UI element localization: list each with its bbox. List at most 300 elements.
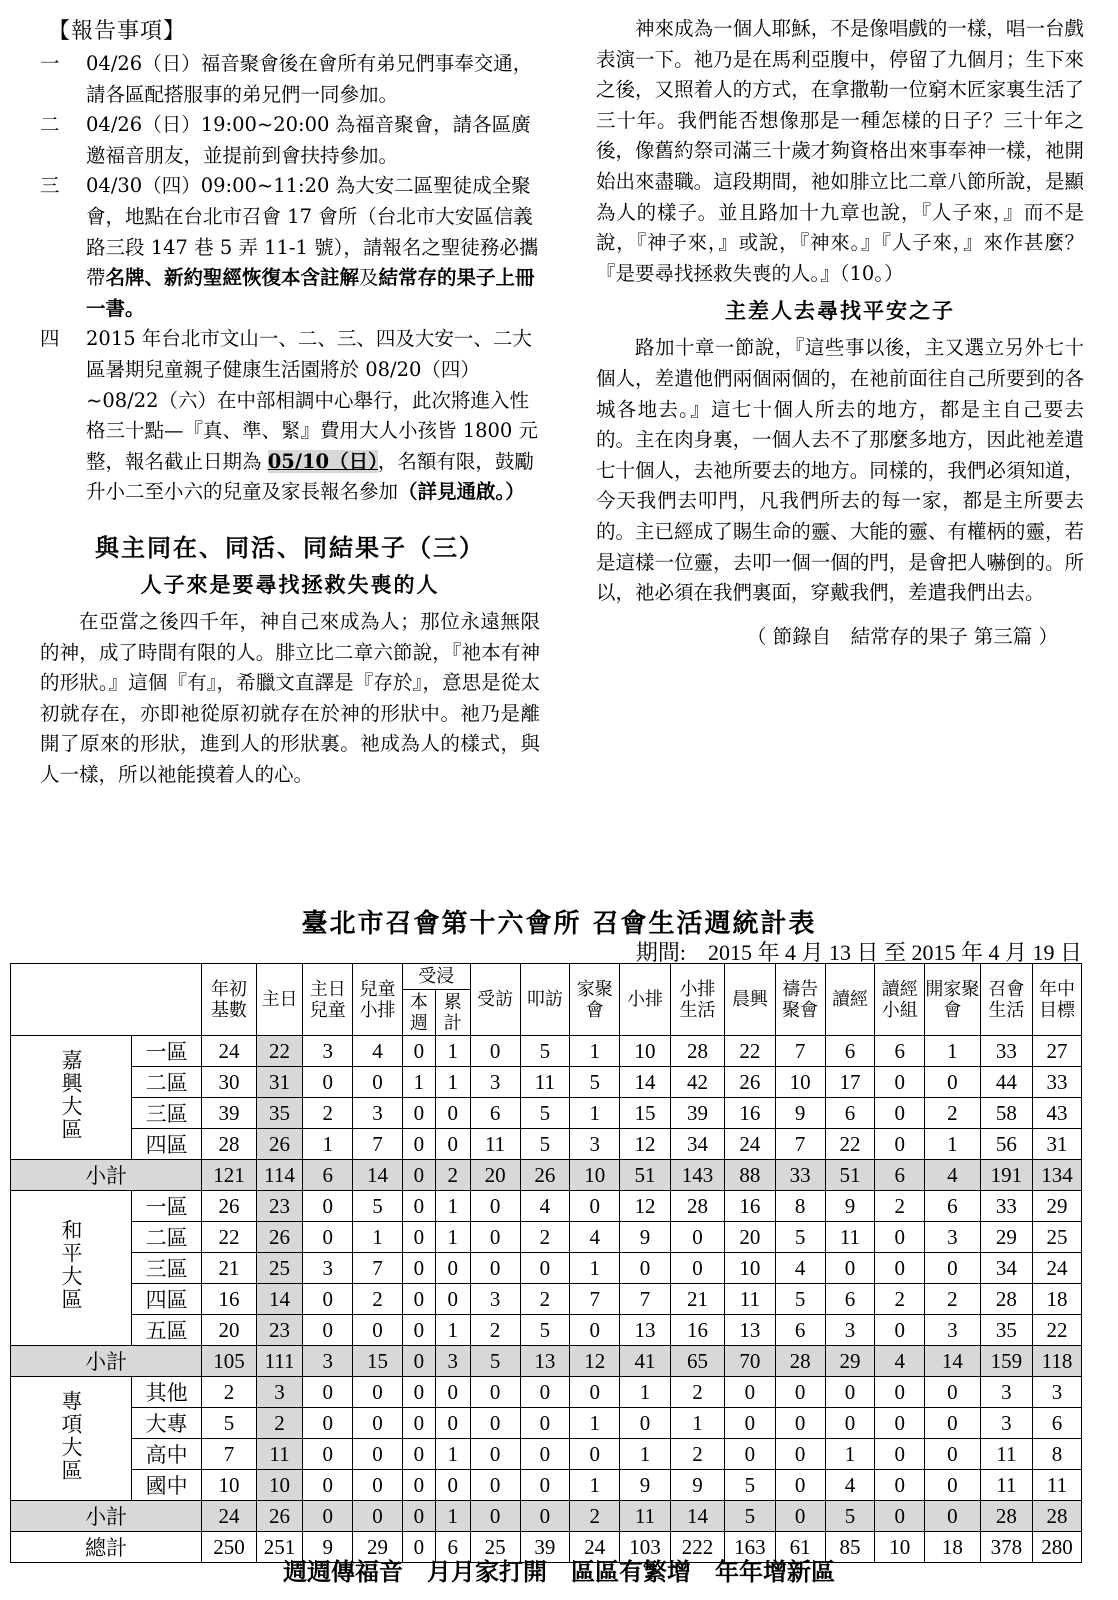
header-cell: 年初基數 (202, 964, 256, 1036)
stat-cell: 24 (725, 1129, 776, 1160)
stat-cell: 0 (925, 1253, 980, 1284)
stat-cell: 0 (435, 1408, 470, 1439)
stat-cell: 191 (980, 1160, 1032, 1191)
header-cell: 晨興 (725, 964, 776, 1036)
stat-cell: 0 (303, 1284, 353, 1315)
stat-cell: 1 (435, 1315, 470, 1346)
stat-cell: 0 (303, 1408, 353, 1439)
announcement-text (86, 171, 540, 324)
stat-cell: 0 (303, 1067, 353, 1098)
stat-cell: 0 (775, 1439, 825, 1470)
stat-cell: 2 (353, 1284, 403, 1315)
stat-cell: 4 (925, 1160, 980, 1191)
stat-cell: 2 (570, 1501, 620, 1532)
stat-cell: 0 (875, 1315, 925, 1346)
stat-cell: 105 (202, 1346, 256, 1377)
stat-cell: 5 (353, 1191, 403, 1222)
stat-cell: 26 (256, 1501, 303, 1532)
stat-cell: 6 (1033, 1408, 1082, 1439)
stat-cell: 6 (825, 1098, 875, 1129)
stat-cell: 114 (256, 1160, 303, 1191)
row-label: 小計 (11, 1346, 202, 1377)
stat-cell: 0 (570, 1315, 620, 1346)
header-cell: 開家聚會 (925, 964, 980, 1036)
stat-cell: 33 (980, 1191, 1032, 1222)
announcement-text-part: 04/30（四）09:00~11:20 為大安二區聖徒成全聚會，地點在台北市召會 17 會所（台北市大安區信義路三段 147 巷 5 弄 11-1 號），請報名之聖徒務必攜帶 (86, 174, 539, 290)
stat-cell: 8 (775, 1191, 825, 1222)
announcement-text: 04/26（日）19:00~20:00 為福音聚會，請各區廣邀福音朋友，並提前到會扶持參加。 (86, 113, 531, 167)
stat-cell: 35 (256, 1098, 303, 1129)
stat-cell: 0 (402, 1501, 435, 1532)
stat-cell: 8 (1033, 1439, 1082, 1470)
table-row (11, 1470, 1082, 1501)
table-row (11, 1036, 1082, 1067)
stat-cell: 22 (725, 1036, 776, 1067)
stat-cell: 85 (825, 1532, 875, 1563)
stat-cell: 0 (470, 1036, 520, 1067)
stat-cell: 1 (670, 1408, 724, 1439)
stat-cell: 2 (925, 1098, 980, 1129)
stat-cell: 29 (980, 1222, 1032, 1253)
stat-cell: 20 (725, 1222, 776, 1253)
stat-cell: 11 (470, 1129, 520, 1160)
stat-cell: 222 (670, 1532, 724, 1563)
stat-cell: 163 (725, 1532, 776, 1563)
stat-cell: 0 (520, 1408, 570, 1439)
stats-table (10, 963, 1082, 1563)
stat-cell: 28 (670, 1191, 724, 1222)
stat-cell: 1 (435, 1439, 470, 1470)
stat-cell: 5 (825, 1501, 875, 1532)
stat-cell: 1 (435, 1036, 470, 1067)
stat-cell: 22 (256, 1036, 303, 1067)
stat-cell: 24 (202, 1501, 256, 1532)
stat-cell: 0 (353, 1067, 403, 1098)
stat-cell: 13 (620, 1315, 671, 1346)
stat-cell: 15 (620, 1098, 671, 1129)
stat-cell: 0 (875, 1408, 925, 1439)
stat-cell: 2 (670, 1439, 724, 1470)
stat-cell: 2 (303, 1098, 353, 1129)
stat-cell: 22 (202, 1222, 256, 1253)
table-row (11, 1098, 1082, 1129)
stat-cell: 250 (202, 1532, 256, 1563)
stat-cell: 0 (775, 1470, 825, 1501)
stat-cell: 0 (353, 1439, 403, 1470)
stat-cell: 0 (303, 1501, 353, 1532)
stat-cell: 11 (825, 1222, 875, 1253)
stat-cell: 11 (1033, 1470, 1082, 1501)
stat-cell: 1 (435, 1501, 470, 1532)
row-label: 小計 (11, 1160, 202, 1191)
stat-cell: 28 (775, 1346, 825, 1377)
stat-cell: 13 (725, 1315, 776, 1346)
stat-cell: 3 (303, 1036, 353, 1067)
stat-cell: 0 (925, 1470, 980, 1501)
table-row (11, 1439, 1082, 1470)
stat-cell: 11 (520, 1067, 570, 1098)
stat-cell: 10 (725, 1253, 776, 1284)
stat-cell: 0 (520, 1377, 570, 1408)
stat-cell: 0 (402, 1253, 435, 1284)
stat-cell: 0 (875, 1067, 925, 1098)
stat-cell: 0 (825, 1377, 875, 1408)
stat-cell: 7 (353, 1253, 403, 1284)
stat-cell: 10 (202, 1470, 256, 1501)
stat-cell: 6 (435, 1532, 470, 1563)
stats-title: 臺北市召會第十六會所 召會生活週統計表 (301, 909, 817, 939)
stat-cell: 4 (520, 1191, 570, 1222)
stat-cell: 14 (353, 1160, 403, 1191)
stat-cell: 0 (402, 1129, 435, 1160)
stat-cell: 0 (725, 1439, 776, 1470)
stat-cell: 0 (402, 1284, 435, 1315)
stat-cell: 0 (402, 1160, 435, 1191)
stat-cell: 6 (303, 1160, 353, 1191)
stat-cell: 56 (980, 1129, 1032, 1160)
stat-cell: 11 (980, 1470, 1032, 1501)
stat-cell: 22 (1033, 1315, 1082, 1346)
stat-cell: 5 (775, 1284, 825, 1315)
stat-cell: 0 (435, 1377, 470, 1408)
announcement-number: 四 (40, 327, 60, 351)
stat-cell: 0 (520, 1439, 570, 1470)
stat-cell: 0 (875, 1098, 925, 1129)
header-cell: 主日 (256, 964, 303, 1036)
article-source: （ 節錄自 結常存的果子 第三篇 ） (746, 624, 1058, 648)
header-row (11, 964, 1082, 990)
stat-cell: 0 (435, 1470, 470, 1501)
stat-cell: 25 (470, 1532, 520, 1563)
stat-cell: 3 (570, 1129, 620, 1160)
stat-cell: 41 (620, 1346, 671, 1377)
table-row (11, 1253, 1082, 1284)
stat-cell: 0 (470, 1191, 520, 1222)
header-cell: 本週 (402, 990, 435, 1036)
stat-cell: 28 (670, 1036, 724, 1067)
stat-cell: 4 (875, 1346, 925, 1377)
row-label: 五區 (132, 1315, 202, 1346)
table-row (11, 1129, 1082, 1160)
stat-cell: 0 (435, 1129, 470, 1160)
stat-cell: 0 (402, 1191, 435, 1222)
stat-cell: 1 (570, 1408, 620, 1439)
stats-body (11, 1036, 1082, 1563)
stat-cell: 280 (1033, 1532, 1082, 1563)
stat-cell: 0 (470, 1501, 520, 1532)
header-cell: 累計 (435, 990, 470, 1036)
stat-cell: 9 (670, 1470, 724, 1501)
stat-cell: 0 (620, 1408, 671, 1439)
stat-cell: 88 (725, 1160, 776, 1191)
announcement-item (40, 110, 540, 171)
stat-cell: 3 (1033, 1377, 1082, 1408)
stat-cell: 39 (670, 1098, 724, 1129)
stat-cell: 0 (470, 1222, 520, 1253)
row-label: 四區 (132, 1129, 202, 1160)
stat-cell: 3 (256, 1377, 303, 1408)
stat-cell: 3 (470, 1284, 520, 1315)
stat-cell: 10 (570, 1160, 620, 1191)
stat-cell: 0 (520, 1470, 570, 1501)
stat-cell: 61 (775, 1532, 825, 1563)
stat-cell: 29 (353, 1532, 403, 1563)
table-row (11, 1315, 1082, 1346)
article-paragraph: 在亞當之後四千年，神自己來成為人；那位永遠無限的神，成了時間有限的人。腓立比二章六節說，『祂本有神的形狀。』這個『有』，希臘文直譯是『存於』，意思是從太初就存在，亦即祂從原初就存在於神的形狀中。祂乃是離開了原來的形狀，進到人的形狀裏。祂成為人的樣式，與人一樣，所以祂能摸着人的心。 (40, 609, 540, 786)
stat-cell: 7 (202, 1439, 256, 1470)
stat-cell: 103 (620, 1532, 671, 1563)
stat-cell: 25 (256, 1253, 303, 1284)
stat-cell: 4 (570, 1222, 620, 1253)
stat-cell: 0 (470, 1253, 520, 1284)
stat-cell: 0 (875, 1439, 925, 1470)
stat-cell: 5 (725, 1470, 776, 1501)
stat-cell: 0 (925, 1067, 980, 1098)
row-label: 小計 (11, 1501, 202, 1532)
stat-cell: 134 (1033, 1160, 1082, 1191)
stat-cell: 0 (725, 1408, 776, 1439)
stat-cell: 0 (875, 1253, 925, 1284)
subtotal-row (11, 1501, 1082, 1532)
stat-cell: 5 (470, 1346, 520, 1377)
stat-cell: 0 (402, 1346, 435, 1377)
stat-cell: 3 (435, 1346, 470, 1377)
stat-cell: 12 (620, 1129, 671, 1160)
row-label: 高中 (132, 1439, 202, 1470)
announcement-number: 三 (40, 174, 60, 198)
announcement-item (40, 49, 540, 110)
stat-cell: 378 (980, 1532, 1032, 1563)
header-cell: 召會生活 (980, 964, 1032, 1036)
row-label: 國中 (132, 1470, 202, 1501)
stat-cell: 33 (980, 1036, 1032, 1067)
header-cell: 受浸 (402, 964, 470, 990)
stat-cell: 0 (303, 1439, 353, 1470)
stat-cell: 22 (825, 1129, 875, 1160)
announcement-emphasis: 名牌、新約聖經恢復本含註解 (105, 266, 360, 290)
stat-cell: 24 (1033, 1253, 1082, 1284)
row-label: 一區 (132, 1191, 202, 1222)
header-cell: 受訪 (470, 964, 520, 1036)
stat-cell: 0 (775, 1377, 825, 1408)
row-label: 大專 (132, 1408, 202, 1439)
stat-cell: 12 (570, 1346, 620, 1377)
stat-cell: 0 (670, 1253, 724, 1284)
stat-cell: 26 (256, 1129, 303, 1160)
stat-cell: 1 (825, 1439, 875, 1470)
stat-cell: 24 (202, 1036, 256, 1067)
stat-cell: 0 (353, 1408, 403, 1439)
motto: 週週傳福音 月月家打開 區區有繁增 年年增新區 (283, 1557, 835, 1586)
stat-cell: 9 (825, 1191, 875, 1222)
stat-cell: 0 (620, 1253, 671, 1284)
announcement-item (40, 171, 540, 324)
stat-cell: 0 (570, 1377, 620, 1408)
announcement-number: 二 (40, 113, 60, 137)
district-name: 和平大區 (59, 1219, 83, 1311)
stat-cell: 1 (570, 1470, 620, 1501)
stat-cell: 7 (775, 1129, 825, 1160)
announcement-emphasis: （詳見通啟。） (398, 480, 525, 504)
stat-cell: 39 (202, 1098, 256, 1129)
stat-cell: 0 (825, 1408, 875, 1439)
header-cell: 主日兒童 (303, 964, 353, 1036)
header-cell: 叩訪 (520, 964, 570, 1036)
stat-cell: 0 (925, 1501, 980, 1532)
stat-cell: 2 (925, 1284, 980, 1315)
subtotal-row (11, 1346, 1082, 1377)
stat-cell: 10 (256, 1470, 303, 1501)
stat-cell: 21 (670, 1284, 724, 1315)
stat-cell: 0 (303, 1191, 353, 1222)
row-label: 四區 (132, 1284, 202, 1315)
announcement-text-part: ，名額有限，鼓勵升小二至小六的兒童及家長報名參加 (86, 449, 534, 504)
stat-cell: 27 (1033, 1036, 1082, 1067)
stat-cell: 0 (470, 1470, 520, 1501)
stat-cell: 31 (256, 1067, 303, 1098)
article-subtitle-2: 主差人去尋找平安之子 (725, 298, 955, 324)
header-cell: 讀經小組 (875, 964, 925, 1036)
stat-cell: 2 (670, 1377, 724, 1408)
announcement-number: 一 (40, 52, 60, 75)
stat-cell: 0 (402, 1470, 435, 1501)
stat-cell: 3 (303, 1253, 353, 1284)
stat-cell: 2 (202, 1377, 256, 1408)
left-column (40, 14, 540, 790)
row-label: 三區 (132, 1098, 202, 1129)
stat-cell: 0 (402, 1315, 435, 1346)
article-paragraph: 路加十章一節說，『這些事以後，主又選立另外七十個人，差遣他們兩個兩個的，在祂前面往自己所要到的各城各地去。』這七十個人所去的地方，都是主自己要去的。主在肉身裏，一個人去不了那麼多地方，因此祂差遣七十個人，去祂所要去的地方。同樣的，我們必須知道，今天我們去叩門，凡我們所去的每一家，都是主所要去的。主已經成了賜生命的靈、大能的靈、有權柄的靈，若是這樣一位靈，去叩一個一個的門，是會把人嚇倒的。所以，祂必須在我們裏面，穿戴我們，差遣我們出去。 (596, 336, 1084, 605)
stat-cell: 0 (402, 1408, 435, 1439)
stat-cell: 5 (725, 1501, 776, 1532)
stat-cell: 1 (570, 1098, 620, 1129)
stat-cell: 23 (256, 1315, 303, 1346)
stat-cell: 16 (725, 1098, 776, 1129)
stat-cell: 0 (670, 1222, 724, 1253)
stat-cell: 30 (202, 1067, 256, 1098)
stat-cell: 0 (925, 1408, 980, 1439)
article-title: 與主同在、同活、同結果子（三） (95, 532, 485, 562)
stat-cell: 16 (202, 1284, 256, 1315)
stat-cell: 26 (202, 1191, 256, 1222)
stat-cell: 0 (925, 1377, 980, 1408)
district-name: 專項大區 (59, 1389, 83, 1482)
stat-cell: 25 (1033, 1222, 1082, 1253)
stat-cell: 3 (980, 1377, 1032, 1408)
stat-cell: 5 (520, 1036, 570, 1067)
stat-cell: 0 (925, 1439, 980, 1470)
stat-cell: 11 (980, 1439, 1032, 1470)
stat-cell: 143 (670, 1160, 724, 1191)
stat-cell: 6 (825, 1036, 875, 1067)
stat-cell: 44 (980, 1067, 1032, 1098)
stat-cell: 28 (202, 1129, 256, 1160)
stat-cell: 2 (435, 1160, 470, 1191)
stat-cell: 3 (925, 1222, 980, 1253)
announcement-text: 04/26（日）福音聚會後在會所有弟兄們事奉交通，請各區配搭服事的弟兄們一同參加。 (86, 52, 533, 106)
stat-cell: 0 (353, 1501, 403, 1532)
stat-cell: 9 (620, 1222, 671, 1253)
district-label (11, 1191, 132, 1346)
deadline-date: 05/10（日） (267, 449, 378, 473)
header-cell: 小排生活 (670, 964, 724, 1036)
stat-cell: 29 (1033, 1191, 1082, 1222)
header-cell: 讀經 (825, 964, 875, 1036)
stats-period: 期間: 2015 年 4 月 13 日 至 2015 年 4 月 19 日 (635, 940, 1082, 965)
stat-cell: 14 (256, 1284, 303, 1315)
stat-cell: 0 (775, 1501, 825, 1532)
stat-cell: 0 (353, 1470, 403, 1501)
stat-cell: 10 (775, 1067, 825, 1098)
announcement-text-part: 及 (359, 266, 379, 290)
stat-cell: 0 (570, 1191, 620, 1222)
stat-cell: 0 (303, 1470, 353, 1501)
stat-cell: 0 (402, 1532, 435, 1563)
stat-cell: 14 (620, 1067, 671, 1098)
stat-cell: 0 (303, 1377, 353, 1408)
stat-cell: 0 (402, 1098, 435, 1129)
stat-cell: 4 (825, 1470, 875, 1501)
stat-cell: 2 (875, 1284, 925, 1315)
header-cell: 禱告聚會 (775, 964, 825, 1036)
stat-cell: 51 (620, 1160, 671, 1191)
article-paragraph: 神來成為一個人耶穌，不是像唱戲的一樣，唱一台戲表演一下。祂乃是在馬利亞腹中，停留了九個月；生下來之後，又照着人的方式，在拿撒勒一位窮木匠家裏生活了三十年。我們能否想像那是一種怎樣的日子？三十年之後，像舊約祭司滿三十歲才夠資格出來事奉神一樣，祂開始出來盡職。這段期間，祂如腓立比二章八節所說，是顯為人的樣子。並且路加十九章也說，『人子來，』而不是說，『神子來，』或說，『神來。』『人子來，』來作甚麼？『是要尋找拯救失喪的人。』（10。） (596, 17, 1084, 285)
stat-cell: 0 (470, 1377, 520, 1408)
stat-cell: 0 (725, 1377, 776, 1408)
right-column (596, 14, 1084, 649)
stat-cell: 6 (875, 1036, 925, 1067)
stat-cell: 0 (402, 1377, 435, 1408)
stat-cell: 7 (570, 1284, 620, 1315)
stat-cell: 5 (520, 1129, 570, 1160)
stat-cell: 1 (925, 1129, 980, 1160)
stat-cell: 28 (980, 1284, 1032, 1315)
stat-cell: 0 (875, 1470, 925, 1501)
stat-cell: 0 (470, 1439, 520, 1470)
header-cell: 兒童小排 (353, 964, 403, 1036)
stat-cell: 5 (520, 1315, 570, 1346)
stat-cell: 26 (725, 1067, 776, 1098)
stat-cell: 58 (980, 1098, 1032, 1129)
stat-cell: 0 (470, 1408, 520, 1439)
stat-cell: 15 (353, 1346, 403, 1377)
district-label (11, 1377, 132, 1501)
stat-cell: 26 (256, 1222, 303, 1253)
stat-cell: 1 (925, 1036, 980, 1067)
stat-cell: 10 (620, 1036, 671, 1067)
announcement-text-part: 2015 年台北市文山一、二、三、四及大安一、二大區暑期兒童親子健康生活園將於 08/20（四）~08/22（六）在中部相調中心舉行，此次將進入性格三十點—『真、準、緊』費用大人小孩皆 1800 元整，報名截止日期為 (86, 327, 539, 473)
stat-cell: 14 (670, 1501, 724, 1532)
stat-cell: 3 (353, 1098, 403, 1129)
stat-cell: 65 (670, 1346, 724, 1377)
stat-cell: 34 (980, 1253, 1032, 1284)
stat-cell: 0 (435, 1284, 470, 1315)
stat-cell: 5 (520, 1098, 570, 1129)
row-label: 一區 (132, 1036, 202, 1067)
header-cell: 年中目標 (1033, 964, 1082, 1036)
stat-cell: 7 (775, 1036, 825, 1067)
stat-cell: 4 (353, 1036, 403, 1067)
stat-cell: 21 (202, 1253, 256, 1284)
stat-cell: 1 (435, 1067, 470, 1098)
stat-cell: 7 (620, 1284, 671, 1315)
stat-cell: 26 (520, 1160, 570, 1191)
stat-cell: 5 (775, 1222, 825, 1253)
stat-cell: 42 (670, 1067, 724, 1098)
header-blank (11, 964, 202, 1036)
stat-cell: 1 (402, 1067, 435, 1098)
table-row (11, 1191, 1082, 1222)
